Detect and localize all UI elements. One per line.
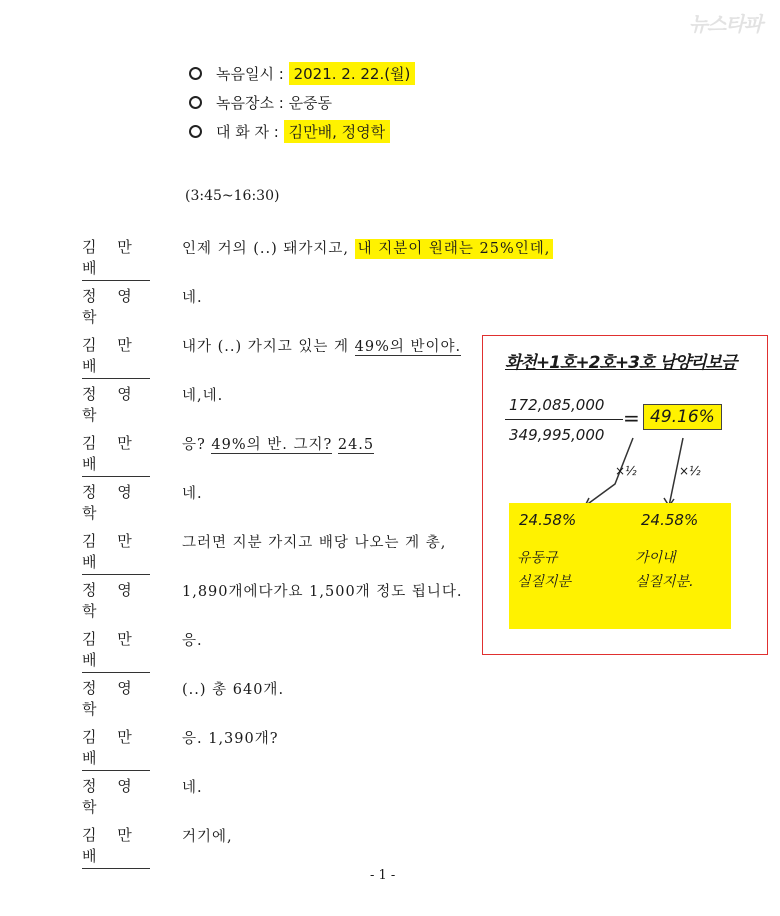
left-name: 유동규 <box>517 550 558 566</box>
left-value: 24.58% <box>519 511 577 529</box>
speakers-label: 대 화 자 : <box>216 123 284 141</box>
recording-place-row <box>185 89 415 116</box>
speaker-name: 김 만 배 <box>82 628 150 673</box>
speaker-name: 김 만 배 <box>82 824 150 869</box>
underlined-text: 49%의 반. 그지? <box>211 437 333 453</box>
dialogue-line <box>182 580 463 601</box>
dialogue-line <box>182 629 203 650</box>
split-label-right: ×½ <box>679 464 701 478</box>
annotation-title: 화천+1호+2호+3호 남양리보금 <box>505 353 737 373</box>
speaker-name: 김 만 배 <box>82 432 150 477</box>
dialogue-line <box>182 286 203 307</box>
line-text: 네. <box>182 290 203 306</box>
highlighted-text: 내 지분이 원래는 25%인데, <box>355 239 554 259</box>
speaker-name: 정 영 학 <box>82 483 140 522</box>
right-note: 실질지분. <box>635 574 694 590</box>
annotation-numerator: 172,085,000 <box>509 396 605 414</box>
recording-date-value: 2021. 2. 22.(월) <box>289 62 416 85</box>
speakers-value: 김만배, 정영학 <box>284 120 390 143</box>
split-label-left: ×½ <box>615 464 637 478</box>
dialogue-line <box>182 776 203 797</box>
dialogue-line <box>182 727 279 748</box>
dialogue-line <box>182 531 446 552</box>
bullet-icon <box>189 67 202 80</box>
bullet-icon <box>189 96 202 109</box>
right-name: 가이내 <box>635 550 676 566</box>
dialogue-line <box>182 237 553 258</box>
speaker-name: 정 영 학 <box>82 777 140 816</box>
annotation-result: 49.16% <box>643 404 722 430</box>
dialogue-line <box>182 825 233 846</box>
line-text: 인제 거의 (..) 돼가지고, <box>182 241 355 257</box>
timecode: (3:45~16:30) <box>185 188 280 204</box>
speaker-name: 김 만 배 <box>82 236 150 281</box>
line-text: 네. <box>182 780 203 796</box>
left-note: 실질지분 <box>517 574 572 590</box>
speaker-name: 김 만 배 <box>82 726 150 771</box>
line-text: 거기에, <box>182 829 233 845</box>
recording-date-label: 녹음일시 : <box>216 65 289 83</box>
split-result-card <box>509 503 731 629</box>
line-text: 네. <box>182 486 203 502</box>
fraction-line <box>505 419 623 420</box>
line-text: 1,890개에다가요 1,500개 정도 됩니다. <box>182 584 463 600</box>
speaker-name: 정 영 학 <box>82 287 140 326</box>
dialogue-line <box>182 384 223 405</box>
line-text: 응? <box>182 437 212 453</box>
line-text: (..) 총 640개. <box>182 682 285 698</box>
watermark-logo: 뉴스타파 <box>688 12 762 36</box>
dialogue-line <box>182 678 284 699</box>
line-text: 응. 1,390개? <box>182 731 279 747</box>
speaker-name: 김 만 배 <box>82 530 150 575</box>
recording-place-label: 녹음장소 : <box>216 94 289 112</box>
speaker-name: 김 만 배 <box>82 334 150 379</box>
equals-sign: = <box>623 406 640 430</box>
recording-place-value: 운중동 <box>288 94 333 112</box>
right-value: 24.58% <box>641 511 699 529</box>
line-text: 네,네. <box>182 388 224 404</box>
speaker-name: 정 영 학 <box>82 679 140 718</box>
dialogue-line <box>182 335 461 356</box>
page-number: - 1 - <box>370 868 396 883</box>
handwritten-annotation-box <box>482 335 768 655</box>
underlined-text: 24.5 <box>337 437 375 453</box>
speaker-name: 정 영 학 <box>82 385 140 424</box>
recording-info-header <box>185 60 415 147</box>
bullet-icon <box>189 125 202 138</box>
recording-date-row <box>185 60 415 87</box>
speaker-name: 정 영 학 <box>82 581 140 620</box>
dialogue-line <box>182 482 203 503</box>
underlined-text: 49%의 반이야. <box>354 339 462 355</box>
line-text: 내가 (..) 가지고 있는 게 <box>182 339 355 355</box>
dialogue-line <box>182 433 374 454</box>
line-text: 응. <box>182 633 203 649</box>
annotation-denominator: 349,995,000 <box>509 426 605 444</box>
line-text: 그러면 지분 가지고 배당 나오는 게 총, <box>182 535 447 551</box>
speakers-row <box>185 118 415 145</box>
